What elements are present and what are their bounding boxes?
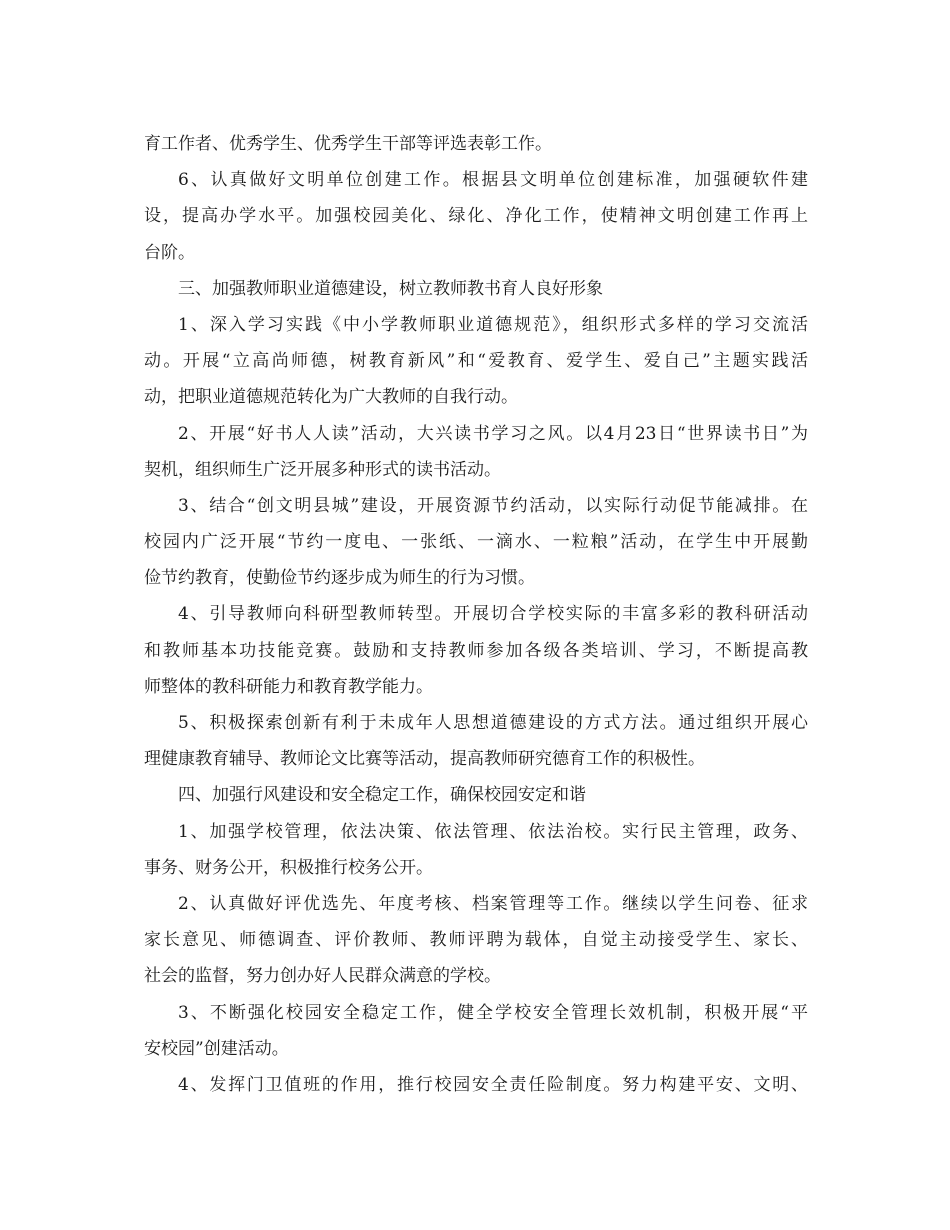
text-line: 师整体的教科研能力和教育教学能力。 xyxy=(144,676,433,697)
text-line: 和教师基本功技能竞赛。鼓励和支持教师参加各级各类培训、学习，不断提高教 xyxy=(144,640,808,661)
text-line: 2、认真做好评优选先、年度考核、档案管理等工作。继续以学生问卷、征求 xyxy=(178,893,808,914)
text-line: 理健康教育辅导、教师论文比赛等活动，提高教师研究德育工作的积极性。 xyxy=(144,749,705,770)
text-line: 动。开展“立高尚师德，树教育新风”和“爱教育、爱学生、爱自己”主题实践活 xyxy=(144,351,808,372)
text-line: 事务、财务公开，积极推行校务公开。 xyxy=(144,857,433,878)
text-line: 2、开展“好书人人读”活动，大兴读书学习之风。以4月23日“世界读书日”为 xyxy=(178,423,808,444)
text-line: 育工作者、优秀学生、优秀学生干部等评选表彰工作。 xyxy=(144,134,552,154)
text-line: 安校园”创建活动。 xyxy=(144,1038,289,1059)
text-line: 家长意见、师德调查、评价教师、教师评聘为载体，自觉主动接受学生、家长、 xyxy=(144,930,808,951)
text-line: 3、不断强化校园安全稳定工作，健全学校安全管理长效机制，积极开展“平 xyxy=(178,1002,808,1023)
text-line: 3、结合“创文明县城”建设，开展资源节约活动，以实际行动促节能减排。在 xyxy=(178,495,808,516)
text-line: 设，提高办学水平。加强校园美化、绿化、净化工作，使精神文明创建工作再上 xyxy=(144,206,808,227)
text-line: 动，把职业道德规范转化为广大教师的自我行动。 xyxy=(144,387,518,408)
section-heading: 三、加强教师职业道德建设，树立教师教书育人良好形象 xyxy=(178,278,603,299)
text-line: 俭节约教育，使勤俭节约逐步成为师生的行为习惯。 xyxy=(144,568,535,589)
text-line: 校园内广泛开展“节约一度电、一张纸、一滴水、一粒粮”活动，在学生中开展勤 xyxy=(144,532,808,553)
text-line: 1、加强学校管理，依法决策、依法管理、依法治校。实行民主管理，政务、 xyxy=(178,821,808,842)
text-line: 社会的监督，努力创办好人民群众满意的学校。 xyxy=(144,966,501,987)
document-body xyxy=(144,126,808,1103)
text-line: 5、积极探索创新有利于未成年人思想道德建设的方式方法。通过组织开展心 xyxy=(178,713,808,733)
text-line: 1、深入学习实践《中小学教师职业道德规范》，组织形式多样的学习交流活 xyxy=(178,314,808,335)
text-line: 台阶。 xyxy=(144,242,195,263)
text-line: 6、认真做好文明单位创建工作。根据县文明单位创建标准，加强硬软件建 xyxy=(178,170,808,191)
section-heading: 四、加强行风建设和安全稳定工作，确保校园安定和谐 xyxy=(178,785,586,806)
text-line: 4、引导教师向科研型教师转型。开展切合学校实际的丰富多彩的教科研活动 xyxy=(178,604,808,625)
text-line: 4、发挥门卫值班的作用，推行校园安全责任险制度。努力构建平安、文明、 xyxy=(178,1074,808,1095)
text-line: 契机，组织师生广泛开展多种形式的读书活动。 xyxy=(144,459,501,480)
